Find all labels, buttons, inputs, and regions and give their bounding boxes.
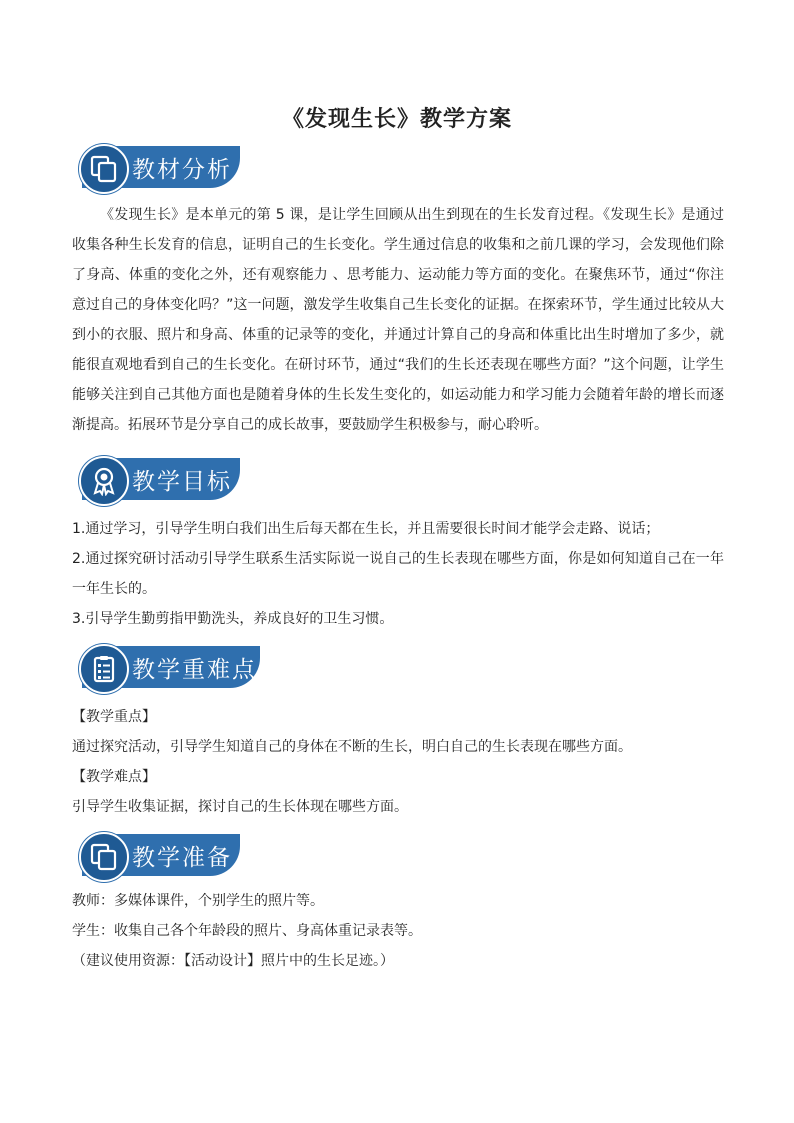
analysis-paragraph: 《发现生长》是本单元的第 5 课，是让学生回顾从出生到现在的生长发育过程。《发现生长》是通过收集各种生长发育的信息，证明自己的生长变化。学生通过信息的收集和之前几课的学习，会发现他们除了身高、体重的变化之外，还有观察能力 、思考能力、运动能力等方面的变化。在聚焦环节，通过“你注意过自己的身体变化吗？”这一问题，激发学生收集自己生长变化的证据。在探索环节，学生通过比较从大到小的衣服、照片和身高、体重的记录等的变化，并通过计算自己的身高和体重比出生时增加了多少，就能很直观地看到自己的生长变化。在研讨环节，通过“我们的生长还表现在哪些方面？”这个问题，让学生能够关注到自己其他方面也是随着身体的生长发生变化的，如运动能力和学习能力会随着年龄的增长而逐渐提高。拓展环节是分享自己的成长故事，要鼓励学生积极参与，耐心聆听。 bbox=[72, 207, 724, 433]
teacher-prep: 教师：多媒体课件，个别学生的照片等。 bbox=[72, 893, 324, 909]
goal-item-3: 3.引导学生勤剪指甲勤洗头，养成良好的卫生习惯。 bbox=[72, 611, 394, 627]
section-header-key-points bbox=[82, 646, 260, 688]
focus-label: 【教学重点】 bbox=[72, 709, 156, 725]
goal-item-1: 1.通过学习，引导学生明白我们出生后每天都在生长，并且需要很长时间才能学会走路、说话； bbox=[72, 521, 660, 537]
clipboard-checklist-icon bbox=[79, 644, 129, 694]
section-title: 教材分析 bbox=[132, 157, 232, 183]
section-header-analysis bbox=[82, 146, 240, 188]
page-title: 《发现生长》教学方案 bbox=[281, 106, 512, 132]
documents-icon bbox=[79, 144, 129, 194]
key-points-body bbox=[72, 702, 724, 822]
focus-text: 通过探究活动，引导学生知道自己的身体在不断的生长，明白自己的生长表现在哪些方面。 bbox=[72, 739, 632, 755]
preparation-body bbox=[72, 886, 724, 976]
section-title: 教学目标 bbox=[132, 469, 232, 495]
student-prep: 学生：收集自己各个年龄段的照片、身高体重记录表等。 bbox=[72, 923, 422, 939]
goals-body bbox=[72, 514, 724, 634]
award-ribbon-icon bbox=[79, 456, 129, 506]
documents-icon bbox=[79, 832, 129, 882]
resource-suggestion: （建议使用资源：【活动设计】照片中的生长足迹。） bbox=[72, 953, 394, 969]
section-header-goals bbox=[82, 458, 240, 500]
analysis-body bbox=[72, 200, 724, 440]
section-title: 教学重难点 bbox=[132, 657, 257, 683]
difficulty-label: 【教学难点】 bbox=[72, 769, 156, 785]
difficulty-text: 引导学生收集证据，探讨自己的生长体现在哪些方面。 bbox=[72, 799, 408, 815]
section-header-preparation bbox=[82, 834, 240, 876]
goal-item-2: 2.通过探究研讨活动引导学生联系生活实际说一说自己的生长表现在哪些方面，你是如何知道自己在一年一年生长的。 bbox=[72, 551, 724, 597]
section-title: 教学准备 bbox=[132, 845, 232, 871]
